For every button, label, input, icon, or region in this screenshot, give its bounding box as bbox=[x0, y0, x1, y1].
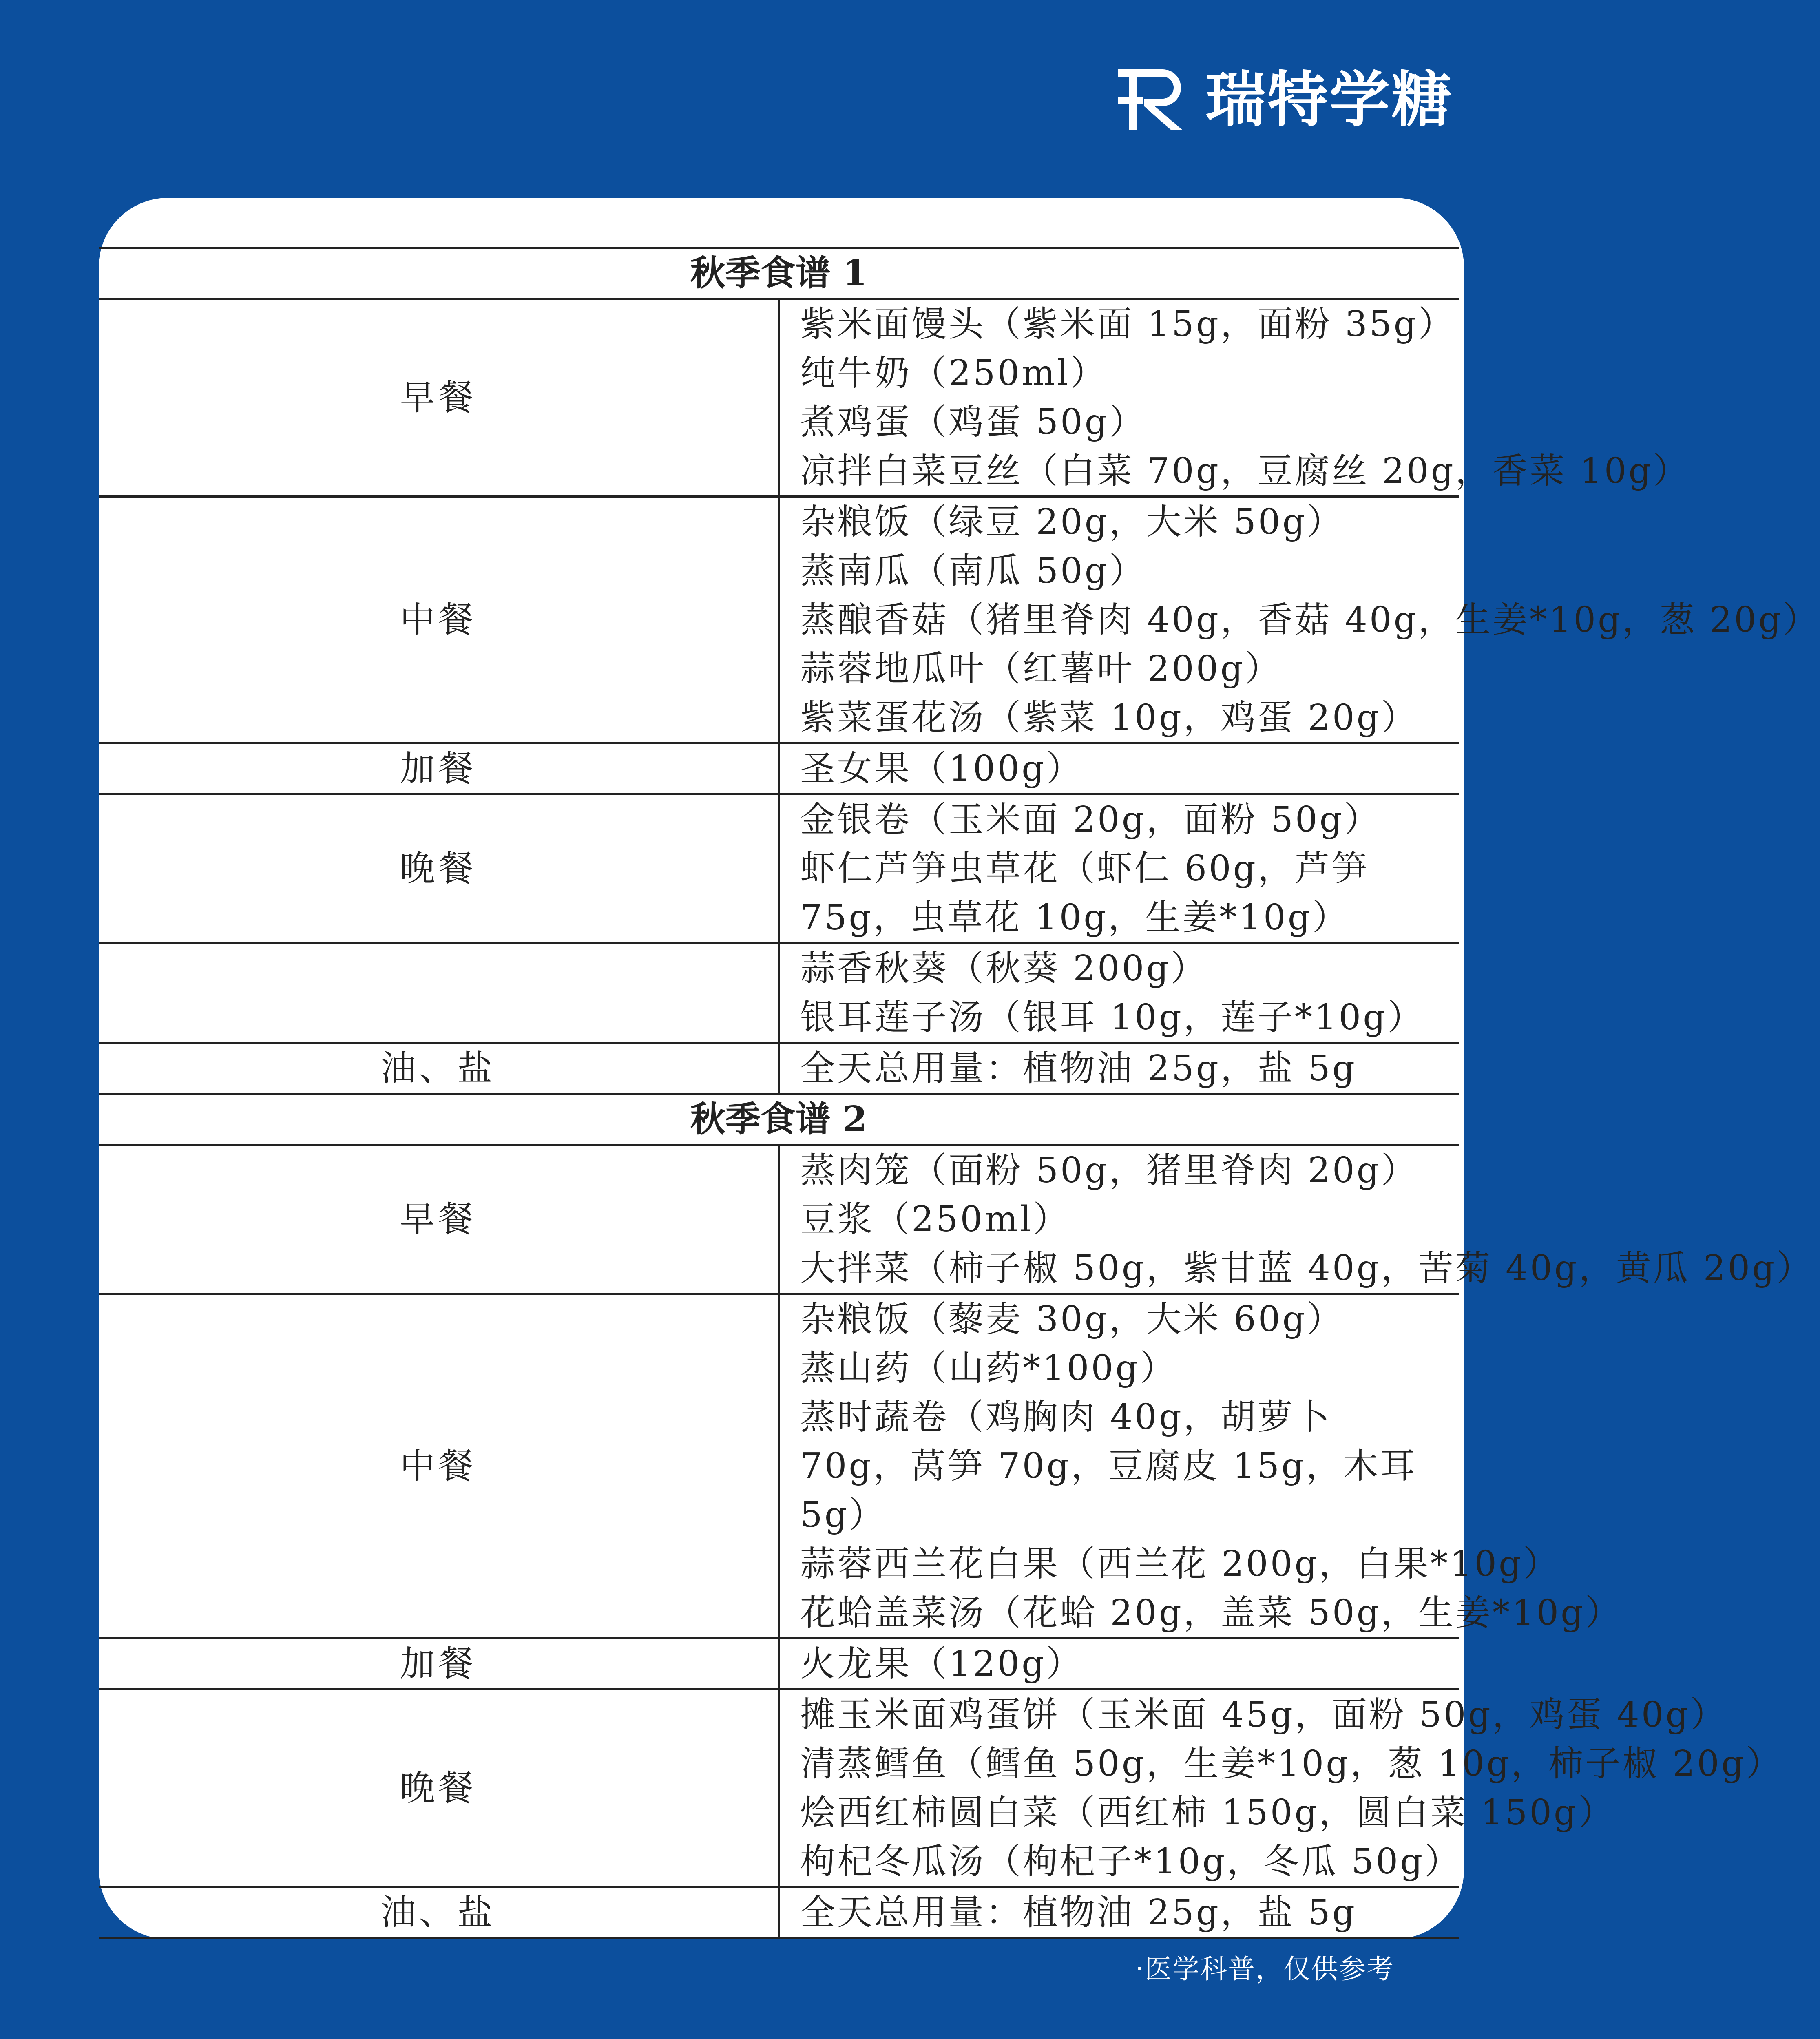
meal-row bbox=[99, 1043, 1459, 1094]
brand bbox=[1118, 65, 1453, 135]
meal-label: 早餐 bbox=[99, 299, 779, 497]
meal-foods bbox=[779, 1690, 1783, 1887]
meal-label: 油、盐 bbox=[99, 1887, 779, 1938]
meal-label: 中餐 bbox=[99, 1294, 779, 1639]
meal-foods bbox=[779, 1145, 1814, 1294]
meal-row bbox=[99, 743, 1459, 794]
meal-row bbox=[99, 1639, 1459, 1690]
food-item: 银耳莲子汤（银耳 10g，莲子*10g） bbox=[800, 997, 1425, 1038]
meal-row bbox=[99, 299, 1459, 497]
meal-label: 油、盐 bbox=[99, 1043, 779, 1094]
food-item: 清蒸鳕鱼（鳕鱼 50g，生姜*10g，葱 10g，柿子椒 20g） bbox=[800, 1743, 1783, 1784]
food-item: 蒸时蔬卷（鸡胸肉 40g，胡萝卜 70g，莴笋 70g，豆腐皮 15g，木耳 5g） bbox=[800, 1397, 1418, 1535]
food-item: 蒸酿香菇（猪里脊肉 40g，香菇 40g，生姜*10g，葱 20g） bbox=[800, 599, 1820, 640]
menu-title: 秋季食谱 2 bbox=[99, 1094, 1459, 1145]
meal-row bbox=[99, 497, 1459, 743]
menu-title-row bbox=[99, 248, 1459, 299]
meal-label: 加餐 bbox=[99, 743, 779, 794]
food-item: 凉拌白菜豆丝（白菜 70g，豆腐丝 20g，香菜 10g） bbox=[800, 451, 1690, 491]
meal-foods bbox=[779, 743, 1459, 794]
food-item: 煮鸡蛋（鸡蛋 50g） bbox=[800, 402, 1146, 442]
food-item: 金银卷（玉米面 20g，面粉 50g） bbox=[800, 799, 1381, 840]
food-item: 蒸肉笼（面粉 50g，猪里脊肉 20g） bbox=[800, 1150, 1418, 1191]
brand-name: 瑞特学糖 bbox=[1205, 65, 1453, 135]
food-item: 蒜香秋葵（秋葵 200g） bbox=[800, 948, 1208, 989]
food-item: 大拌菜（柿子椒 50g，紫甘蓝 40g，苦菊 40g，黄瓜 20g） bbox=[800, 1248, 1814, 1289]
meal-label: 晚餐 bbox=[99, 794, 779, 943]
meal-foods bbox=[779, 943, 1459, 1043]
food-item: 紫米面馒头（紫米面 15g，面粉 35g） bbox=[800, 304, 1455, 345]
meal-foods bbox=[779, 497, 1820, 743]
meal-row bbox=[99, 1294, 1459, 1639]
food-item: 杂粮饭（绿豆 20g，大米 50g） bbox=[800, 502, 1344, 542]
meal-row bbox=[99, 943, 1459, 1043]
food-item: 全天总用量：植物油 25g，盐 5g bbox=[800, 1892, 1357, 1933]
food-item: 蒜蓉地瓜叶（红薯叶 200g） bbox=[800, 648, 1282, 689]
food-item: 火龙果（120g） bbox=[800, 1643, 1084, 1684]
brand-logo-icon bbox=[1118, 65, 1189, 135]
meal-foods bbox=[779, 299, 1690, 497]
food-item: 圣女果（100g） bbox=[800, 748, 1084, 789]
meal-row bbox=[99, 1690, 1459, 1887]
food-item: 蒸山药（山药*100g） bbox=[800, 1348, 1177, 1389]
food-item: 紫菜蛋花汤（紫菜 10g，鸡蛋 20g） bbox=[800, 697, 1418, 738]
meal-row bbox=[99, 1145, 1459, 1294]
food-item: 纯牛奶（250ml） bbox=[800, 353, 1108, 394]
meal-foods bbox=[779, 1294, 1623, 1639]
food-item: 杂粮饭（藜麦 30g，大米 60g） bbox=[800, 1299, 1344, 1340]
menu-title: 秋季食谱 1 bbox=[99, 248, 1459, 299]
meal-label: 早餐 bbox=[99, 1145, 779, 1294]
meal-label: 中餐 bbox=[99, 497, 779, 743]
menu-title-row bbox=[99, 1094, 1459, 1145]
food-item: 烩西红柿圆白菜（西红柿 150g，圆白菜 150g） bbox=[800, 1792, 1616, 1833]
meal-foods bbox=[779, 1639, 1459, 1690]
footnote: ·医学科普，仅供参考 bbox=[1135, 1953, 1394, 1985]
food-item: 豆浆（250ml） bbox=[800, 1199, 1070, 1240]
meal-label bbox=[99, 943, 779, 1043]
food-item: 枸杞冬瓜汤（枸杞子*10g，冬瓜 50g） bbox=[800, 1841, 1462, 1882]
menu-card bbox=[99, 198, 1820, 1939]
food-item: 全天总用量：植物油 25g，盐 5g bbox=[800, 1048, 1357, 1089]
meal-label: 晚餐 bbox=[99, 1690, 779, 1887]
menu-table bbox=[99, 247, 1820, 1939]
meal-row bbox=[99, 1887, 1459, 1938]
meal-row bbox=[99, 794, 1459, 943]
meal-foods bbox=[779, 794, 1459, 943]
food-item: 虾仁芦笋虫草花（虾仁 60g，芦笋 75g，虫草花 10g，生姜*10g） bbox=[800, 848, 1369, 938]
meal-foods bbox=[779, 1043, 1459, 1094]
food-item: 蒸南瓜（南瓜 50g） bbox=[800, 551, 1146, 591]
meal-label: 加餐 bbox=[99, 1639, 779, 1690]
food-item: 蒜蓉西兰花白果（西兰花 200g，白果*10g） bbox=[800, 1544, 1561, 1584]
meal-foods bbox=[779, 1887, 1459, 1938]
food-item: 摊玉米面鸡蛋饼（玉米面 45g，面粉 50g，鸡蛋 40g） bbox=[800, 1694, 1727, 1735]
food-item: 花蛤盖菜汤（花蛤 20g，盖菜 50g，生姜*10g） bbox=[800, 1592, 1623, 1633]
